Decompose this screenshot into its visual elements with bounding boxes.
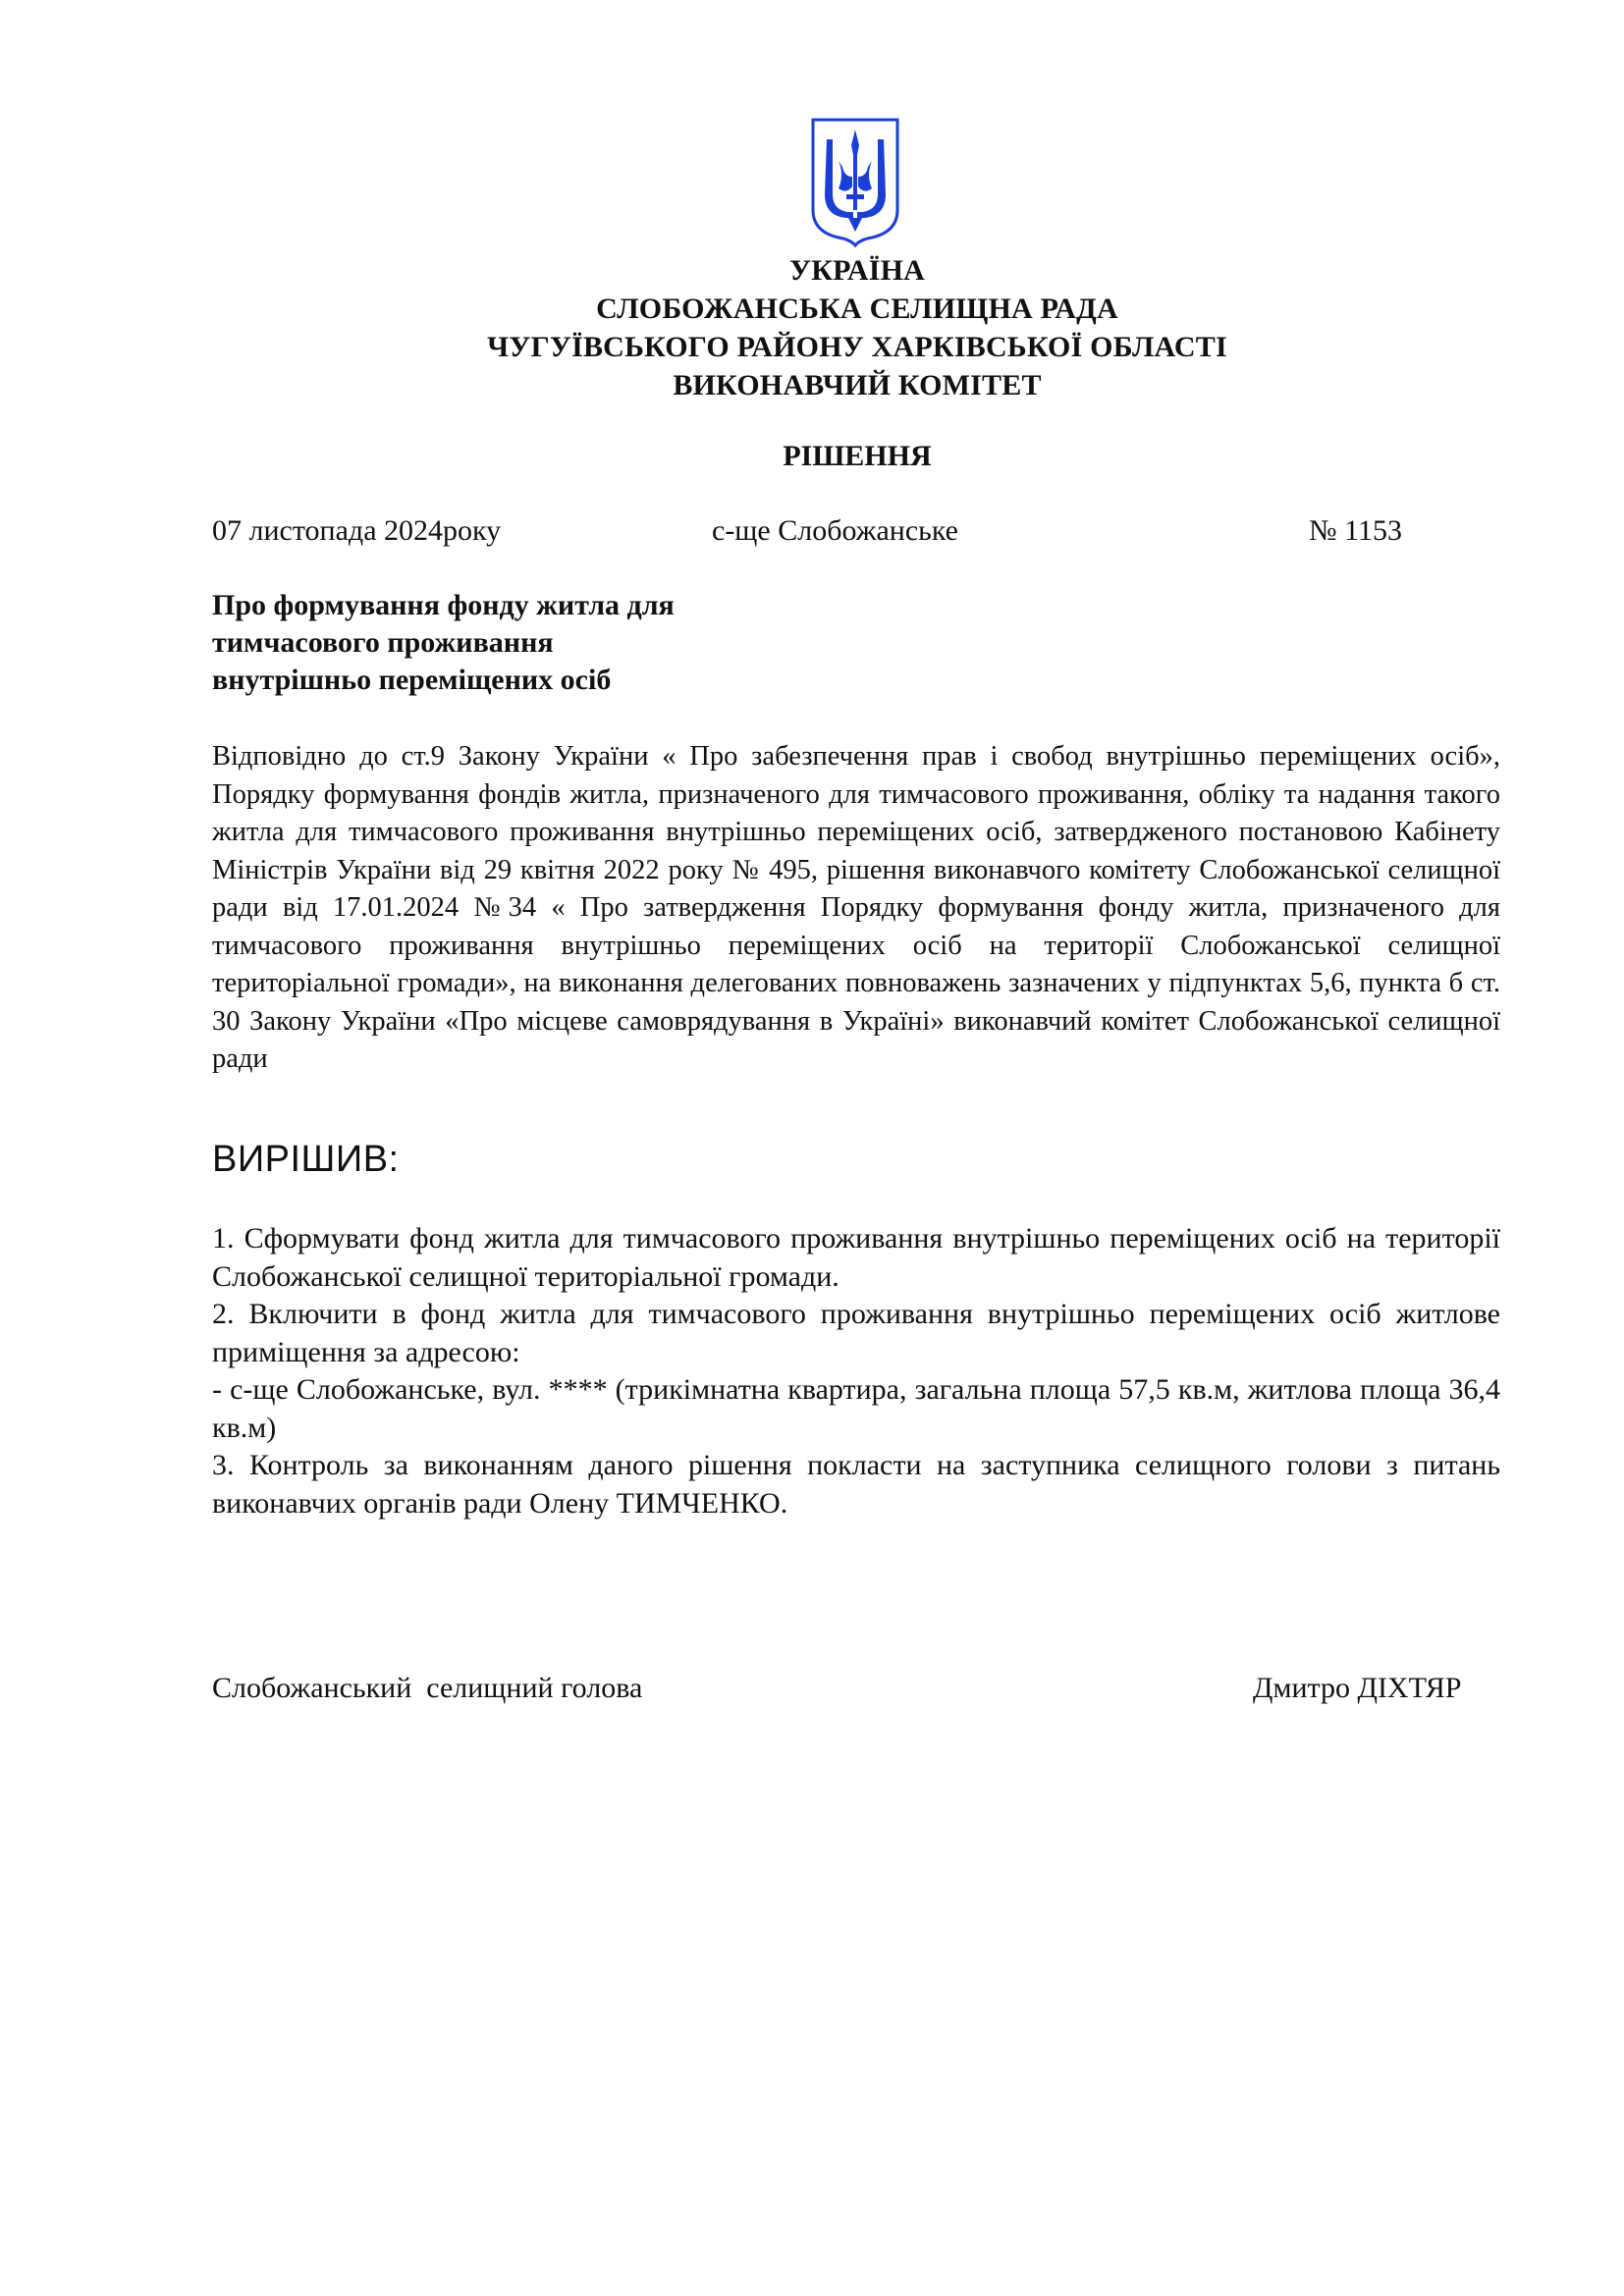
- header-council: СЛОБОЖАНСЬКА СЕЛИЩНА РАДА: [596, 293, 1118, 325]
- header-country: УКРАЇНА: [789, 254, 925, 287]
- trident-coat-of-arms-icon: [809, 116, 901, 247]
- decision-item: 1. Сформувати фонд житла для тимчасового проживання внутрішньо переміщених осіб на території Слобожанської селищної територіальної громади.: [212, 1222, 1500, 1293]
- document-type-title: РІШЕННЯ: [783, 440, 932, 472]
- signatory-position: Слобожанський селищний голова: [212, 1672, 643, 1704]
- decision-item: 3. Контроль за виконанням даного рішення покласти на заступника селищного голови з питань виконавчих органів ради Олену ТИМЧЕНКО.: [212, 1449, 1500, 1520]
- issuer-header: [0, 251, 1624, 404]
- decision-date: 07 листопада 2024року: [212, 514, 502, 547]
- decision-subject: [212, 587, 675, 699]
- header-committee: ВИКОНАВЧИЙ КОМІТЕТ: [673, 369, 1042, 401]
- signatory-name: Дмитро ДІХТЯР: [1253, 1672, 1462, 1704]
- preamble-paragraph: Відповідно до ст.9 Закону України « Про забезпечення прав і свобод внутрішньо переміщених осіб», Порядку формування фондів житла, призначеного для тимчасового проживання, обліку та надання такого житла для тимчасового проживання внутрішньо переміщених осіб, затвердженого постановою Кабінету Міністрів України від 29 квітня 2022 року № 495, рішення виконавчого комітету Слобожанської селищної ради від 17.01.2024 №34 « Про затвердження Порядку формування фонду житла, призначеного для тимчасового проживання внутрішньо переміщених осіб на території Слобожанської селищної територіальної громади», на виконання делегованих повноважень зазначених у підпунктах 5,6, пункта б ст. 30 Закону України «Про місцеве самоврядування в Україні» виконавчий комітет Слобожанської селищної ради: [212, 741, 1500, 1074]
- decision-place: с-ще Слобожанське: [712, 514, 958, 547]
- decision-items: [212, 1220, 1500, 1522]
- subject-line: внутрішньо переміщених осіб: [212, 664, 612, 696]
- subject-line: тимчасового проживання: [212, 626, 554, 659]
- resolved-heading: ВИРІШИВ:: [212, 1139, 400, 1180]
- header-district: ЧУГУЇВСЬКОГО РАЙОНУ ХАРКІВСЬКОЇ ОБЛАСТІ: [487, 331, 1227, 363]
- decision-item: 2. Включити в фонд житла для тимчасового проживання внутрішньо переміщених осіб житлове приміщення за адресою:: [212, 1298, 1500, 1368]
- decision-number: № 1153: [1309, 514, 1403, 547]
- subject-line: Про формування фонду житла для: [212, 589, 675, 621]
- decision-item: - с-ще Слобожанське, вул. **** (трикімнатна квартира, загальна площа 57,5 кв.м, житлова площа 36,4 кв.м): [212, 1373, 1500, 1444]
